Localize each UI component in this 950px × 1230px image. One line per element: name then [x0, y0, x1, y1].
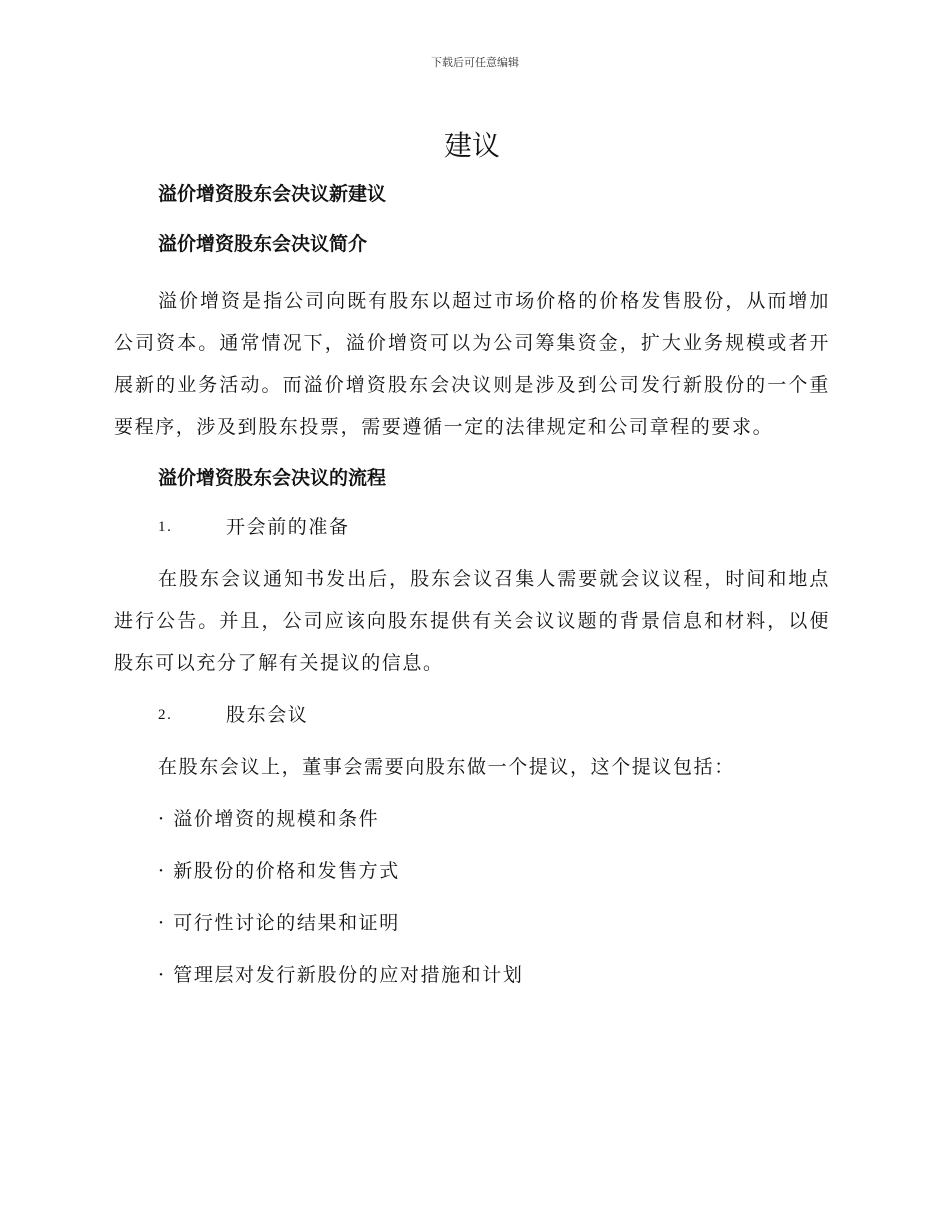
- section-heading-intro: 溢价增资股东会决议简介: [158, 233, 368, 255]
- bullet-item: · 新股份的价格和发售方式: [158, 860, 400, 882]
- step-number: 2.: [158, 707, 173, 723]
- paragraph-intro: 溢价增资是指公司向既有股东以超过市场价格的价格发售股份，从而增加公司资本。通常情况下，溢价增资可以为公司筹集资金，扩大业务规模或者开展新的业务活动。而溢价增资股东会决议则是涉及到公司发行新股份的一个重要程序，涉及到股东投票，需要遵循一定的法律规定和公司章程的要求。: [114, 290, 830, 438]
- paragraph-step-1: 在股东会议通知书发出后，股东会议召集人需要就会议议程，时间和地点进行公告。并且，公司应该向股东提供有关会议议题的背景信息和材料，以便股东可以充分了解有关提议的信息。: [114, 568, 830, 674]
- bullet-item: · 溢价增资的规模和条件: [158, 808, 380, 830]
- running-header: 下载后可任意编辑: [431, 56, 519, 69]
- bullet-item: · 管理层对发行新股份的应对措施和计划: [158, 964, 524, 986]
- step-title: 股东会议: [226, 704, 309, 726]
- step-item-1: [114, 506, 830, 548]
- document-body: [114, 126, 830, 1006]
- paragraph-step-2: 在股东会议上，董事会需要向股东做一个提议，这个提议包括：: [158, 756, 735, 778]
- section-heading-process: 溢价增资股东会决议的流程: [158, 467, 387, 489]
- bullet-item: · 可行性讨论的结果和证明: [158, 912, 400, 934]
- step-title: 开会前的准备: [226, 516, 350, 538]
- document-title: 建议: [443, 129, 500, 162]
- step-number: 1.: [158, 519, 173, 535]
- document-subtitle: 溢价增资股东会决议新建议: [158, 183, 387, 205]
- step-item-2: [114, 694, 830, 736]
